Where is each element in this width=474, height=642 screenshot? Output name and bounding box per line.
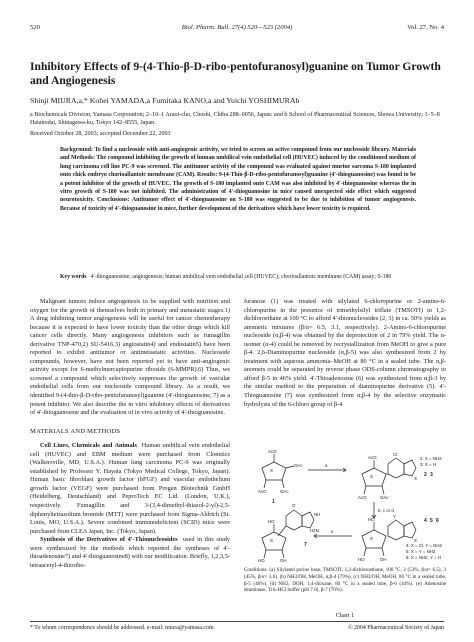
left-column: [30, 298, 230, 570]
keywords-text: 4′-thioguanosine; angiogenesis; human umbilical vein endothelial cell (HUVEC); chorioallantoic membrane (CAM) assay; S-180: [90, 274, 392, 280]
intro-paragraph: Malignant tumors induce angiogenesis to be supplied with nutrition and oxygen for the growth of themselves both in primary and metastatic stages.1) A drug inhibiting tumor angiogenesis will be useful for cancer chemotherapy because it is expected to have lower toxicity than the other drugs which kill cancer cells directly. Many angiogenesis inhibitors such as fumagillin derivative TNP-470,2) SU-5416,3) angiostatin4) and endostatin5) have been reported to exhibit antitumor or antimetastatic activities. Nucleoside compounds, however, have not been reported yet to have anti-angiogenic activity except for 6-methylmercaptopurine riboside (6-MMPR).6) Thus, we screened a compound which selectively suppresses the growth of vascular endothelial cells from our nucleoside compound library. As a result, we identified 9-(4-thio-β-D-ribo-pentofuranosyl)guanine (4′-thioguanosine, 7) as a potent inhibitor. We also describe the in vitro inhibitory effects of derivatives of 4′-thioguanosine and the evaluation of in vivo activity of 4′-thioguanosine.: [30, 298, 230, 417]
journal-citation: Biol. Pharm. Bull. 27(4) 520—523 (2004): [181, 24, 293, 31]
compound-7-purine: [286, 510, 302, 530]
compound-2-label: 2: [424, 472, 427, 478]
compound-23-cl: Cl: [393, 452, 398, 457]
chart-conditions: Conditions: (a) Silylated purine base, TMSOTf, 1,2-dichloroethane, 100 °C, 2 (53%, β/α= 6.5), 3 (45%, β/α= 3.0). (b) NH3/OH, MeOH, α,β-4 (79%). (c) NH3/OH, MeOH, 80 °C in a sealed tube, β-5 (46%). (d) NH3, DOH, 1,4-dioxane, 80 °C in a sealed tube, β-6 (44%). (e) Adenosine deaminase, Tris-HCl buffer (pH 7.0), β-7 (70%).: [244, 567, 446, 594]
compound-23-x: X: [414, 476, 417, 481]
received-dates: Received October 28, 2003; accepted December 22, 2003: [30, 131, 171, 137]
compound-1-label: 1: [272, 499, 275, 505]
compound-7-label: 7: [304, 542, 307, 548]
compound-23-aco-bottom: AcO: [358, 495, 367, 500]
compound-456-ho: HO: [368, 517, 375, 522]
compound-23-oac-bottom: OAc: [380, 495, 389, 500]
right-column-paragraph: furanose (1) was treated with silylated 6-chloropurine or 2-amino-6-chloropurine in the presence of trimethylsilyl triflate (TMSOTf) in 1,2-dichloroethane at 100 °C to afford 4′-thionucleosides (2, 3) in ca. 50% yields as anomeric mixtures (β/α= 6.5, 3.1, respectively). 2-Amino-6-chloropurine nucleoside (α,β-4) was obtained by the deprotection of 2 in 79% yield. The α-isomer (α-4) could be removed by recrystallization from MeOH to give a pure β-4. 2,6-Diaminopurine nucleoside (α,β-5) was also synthesized from 2 by treatment with aqueous ammonia–MeOH at 80 °C in a sealed tube. The α,β-anomers could be separated by reverse phase ODS-column chromatography to afford β-5 in 46% yield. 4′-Thioadenosine (6) was synthesized from α,β-3 by the similar method to the preparation of diaminopurine derivative (5). 4′-Thioguanosine (7) was synthesized from α,β-4 by the selective enzymatic hydrolysis of the 6-chloro group of β-4: [244, 298, 446, 408]
keywords: [60, 273, 416, 281]
compound-456-ho-bottom: HO: [358, 557, 365, 562]
abstract: Background: To find a nucleoside with anti-angiogenic activity, we tried to screen an active compound from our nucleoside library. Materials and Methods: The compound inhibiting the growth of human umbilical vein endothelial cell (HUVEC) induced by the conditioned medium of lung carcinoma cell line PC-9 was screened. The antitumor activity of the compound was evaluated against murine sarcoma S-180 implanted onto chick embryo chorioallantoic membrane (CAM). Results: 9-(4-Thio-β-D-ribo-pentofuranosyl)guanine (4′-thioguanosine) was found to be a potent inhibitor of the growth of HUVEC. The growth of S-180 implanted onto CAM was also inhibited by 4′-thioguanosine whereas the in vitro growth of S-180 was not inhibited. The administration of 4′-thioguanosine in mice caused unexpected side effect which suggested neurotoxicity. Conclusions: Antitumor effect of 4′-thioguanosine on S-180 was suggested to be due to inhibition of tumor angiogenesis. Because of toxicity of 4′-thioguanosine in mice, further development of the derivatives which have lower toxicity is required.: [60, 147, 416, 212]
author-list: Shinji MIURA,a,* Kohei YAMADA,a Fumitaka KANO,a and Yuichi YOSHIMURAb: [30, 96, 300, 105]
compound-456-s: S: [370, 536, 373, 541]
compound-7-o: O: [292, 503, 296, 508]
chart-title: Chart 1: [335, 612, 355, 619]
compound-5-label: 5: [430, 518, 433, 524]
step-e-label: e: [331, 529, 334, 534]
compound-456-x: X: [414, 538, 417, 543]
compound-7-oh-bottom: OH: [280, 558, 287, 562]
compound-456-oh-bottom: OH: [380, 557, 387, 562]
step-bcd-label: b, c or d: [378, 508, 394, 513]
compound-1-ring: [262, 462, 286, 480]
synthesis-paragraph: [30, 536, 230, 570]
compound-5-sub: 5: X = Y = NH2: [406, 549, 436, 554]
cell-lines-heading: Cell Lines, Chemicals and Animals: [40, 442, 137, 450]
volume-info: Vol. 27, No. 4: [407, 24, 444, 31]
cell-lines-paragraph: [30, 442, 230, 536]
compound-456-ring: [362, 530, 386, 548]
compound-7-h2n: H2N: [310, 528, 319, 533]
compound-1-s: S: [270, 468, 273, 473]
compound-3-sub: 3: X = H: [420, 462, 436, 467]
section-heading: MATERIALS AND METHODS: [30, 427, 121, 435]
compound-456-purine: [388, 520, 404, 540]
compound-1-oac-bottom: OAc: [280, 489, 289, 494]
compound-7-s: S: [270, 538, 273, 543]
step-a-label: a: [325, 463, 328, 468]
compound-1-aco: AcO: [268, 449, 277, 454]
compound-4-label: 4: [424, 518, 427, 524]
compound-23-aco: AcO: [368, 455, 377, 460]
keywords-label: Key words: [60, 274, 87, 280]
compound-23-ring: [362, 468, 386, 486]
compound-4-sub: 4: X = Cl, Y = NH2: [406, 543, 442, 548]
page-number: 520: [30, 24, 40, 31]
compound-23-purine: [388, 458, 404, 478]
compound-7-ho: HO: [268, 519, 275, 524]
running-header: [30, 24, 444, 36]
compound-1-aco-bottom: AcO: [258, 489, 267, 494]
footer-rule: [30, 621, 444, 622]
reaction-scheme: [248, 446, 444, 562]
compound-2-sub: 2: X = NH2: [420, 456, 442, 461]
synthesis-heading: Synthesis of the Derivatives of 4′-Thionucleosides: [40, 536, 178, 544]
compound-7-ring: [262, 532, 286, 550]
compound-23-s: S: [370, 474, 373, 479]
compound-6-label: 6: [436, 518, 439, 524]
compound-1-oac-right: OAc: [294, 463, 303, 468]
right-column: [244, 298, 446, 409]
cell-lines-text: Human umbilical vein endothelial cell (HUVEC) and EBM medium were purchased from Clonetics (Walkersville, MD, U.S.A.). Human lung carcinoma PC-9 was originally established by Professor Y. Hayata (Tokyo Medical College, Tokyo, Japan). Human basic fibroblast growth factor (bFGF) and vascular endothelium growth factor (VEGF) were purchased from Progen Biotechnik GmbH (Heidelberg, Deutschland) and PeproTech EC Ltd. (London, U.K.), respectively. Fumagillin and 3-(3,4-dimethyl-thiazol-2-yl)-2,5-diphenyltetrazolium bromide (MTT) were purchased from Sigma-Aldrich (St. Louis, MO, U.S.A.). Severe combined immunodeficient (SCID) mice were purchased from CLEA Japan, Inc. (Tokyo, Japan).: [30, 442, 230, 535]
compound-7-nh: NH: [314, 512, 321, 517]
compound-6-sub: 6: X = NH2, Y = H: [406, 555, 441, 560]
article-title: Inhibitory Effects of 9-(4-Thio-β-D-ribo-pentofuranosyl)guanine on Tumor Growth and Angiogenesis: [30, 60, 441, 87]
compound-7-ho-bottom: HO: [258, 558, 265, 562]
synthesis-text: used in this study were synthesized by the methods which reported the syntheses of 4′-thioadenosine7) and 4′-thioguanosine8) with our modification. Briefly, 1,2,3,5-tetraacetyl-4-thioribo-: [30, 536, 230, 569]
affiliations: a Biochemicals Division, Yamasa Corporation; 2–10–1 Araoi-cho, Choshi, Chiba 288–0056, Japan: and b School of Pharmaceutical Sciences, Showa University; 1–5–8 Hatanodai, Shinagawa-ku, Tokyo 142–8555, Japan.: [30, 112, 440, 127]
compound-456-y: Y: [393, 514, 396, 519]
compound-3-label: 3: [430, 472, 433, 478]
copyright-notice: © 2004 Pharmaceutical Society of Japan: [348, 625, 444, 631]
correspondence-note: * To whom correspondence should be addressed. e-mail: miura@yamasa.com: [30, 625, 214, 631]
